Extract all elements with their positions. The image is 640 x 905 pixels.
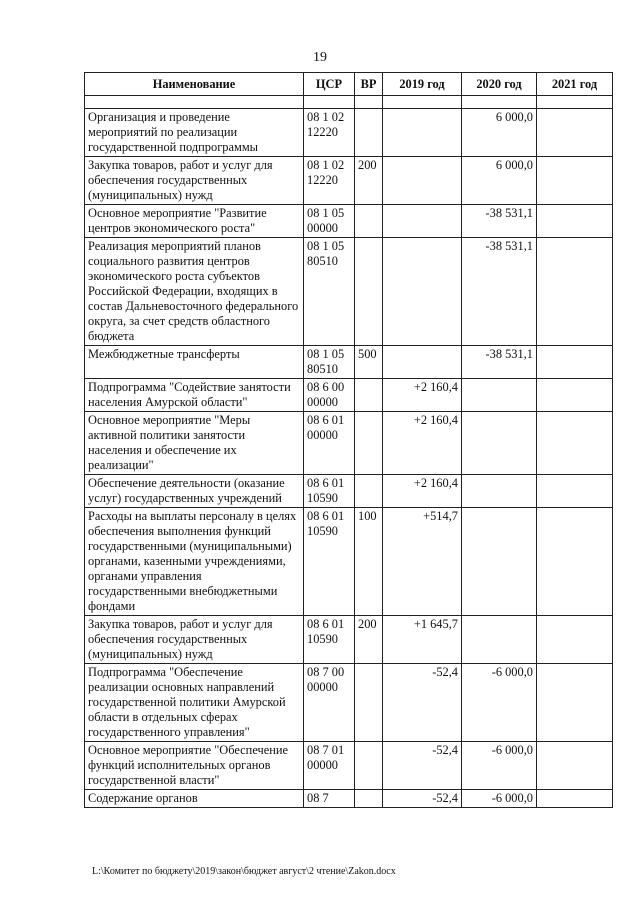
cell-vr: 200 — [355, 157, 383, 205]
cell-2021 — [537, 790, 613, 808]
header-csr: ЦСР — [304, 73, 355, 96]
header-2020: 2020 год — [462, 73, 537, 96]
table-row — [85, 205, 613, 238]
cell-2020: -6 000,0 — [462, 742, 537, 790]
cell-2020 — [462, 508, 537, 616]
cell-csr: 08 1 02 12220 — [304, 157, 355, 205]
cell-name: Расходы на выплаты персоналу в целях обеспечения выполнения функций государственными (муниципальными) органами, казенными учреждениями, органами управления государственными внебюджетными фондами — [85, 508, 304, 616]
table-row — [85, 238, 613, 346]
cell-2019: -52,4 — [383, 790, 462, 808]
cell-2020: -6 000,0 — [462, 790, 537, 808]
table-row — [85, 157, 613, 205]
cell-vr — [355, 475, 383, 508]
cell-vr — [355, 109, 383, 157]
cell-name: Основное мероприятие "Обеспечение функций исполнительных органов государственной власти" — [85, 742, 304, 790]
cell-csr: 08 7 00 00000 — [304, 664, 355, 742]
page-number: 19 — [313, 50, 327, 65]
cell-2019 — [383, 238, 462, 346]
cell-vr: 500 — [355, 346, 383, 379]
header-vr: ВР — [355, 73, 383, 96]
cell-2019: +2 160,4 — [383, 379, 462, 412]
cell-2021 — [537, 346, 613, 379]
cell-csr: 08 1 05 80510 — [304, 346, 355, 379]
cell-2021 — [537, 109, 613, 157]
table-row — [85, 742, 613, 790]
cell-2020: -38 531,1 — [462, 238, 537, 346]
cell-2019: +2 160,4 — [383, 412, 462, 475]
cell-vr — [355, 742, 383, 790]
spacer-row — [85, 96, 613, 109]
budget-table — [84, 72, 613, 808]
cell-name: Подпрограмма "Содействие занятости населения Амурской области" — [85, 379, 304, 412]
cell-csr: 08 6 01 10590 — [304, 475, 355, 508]
cell-vr — [355, 379, 383, 412]
cell-2021 — [537, 412, 613, 475]
cell-vr: 100 — [355, 508, 383, 616]
cell-2021 — [537, 664, 613, 742]
cell-2019 — [383, 109, 462, 157]
table-row — [85, 475, 613, 508]
cell-2020 — [462, 475, 537, 508]
cell-vr — [355, 790, 383, 808]
cell-2021 — [537, 508, 613, 616]
cell-vr — [355, 205, 383, 238]
cell-2019: -52,4 — [383, 742, 462, 790]
cell-2021 — [537, 157, 613, 205]
cell-csr: 08 7 01 00000 — [304, 742, 355, 790]
table-header-row — [85, 73, 613, 96]
cell-2019: -52,4 — [383, 664, 462, 742]
cell-2019 — [383, 205, 462, 238]
table-row — [85, 109, 613, 157]
cell-2019: +1 645,7 — [383, 616, 462, 664]
cell-csr: 08 1 02 12220 — [304, 109, 355, 157]
cell-2020: 6 000,0 — [462, 109, 537, 157]
cell-name: Основное мероприятие "Развитие центров экономического роста" — [85, 205, 304, 238]
cell-vr: 200 — [355, 616, 383, 664]
cell-csr: 08 6 01 00000 — [304, 412, 355, 475]
header-2021: 2021 год — [537, 73, 613, 96]
cell-name: Закупка товаров, работ и услуг для обеспечения государственных (муниципальных) нужд — [85, 616, 304, 664]
cell-2021 — [537, 238, 613, 346]
cell-name: Реализация мероприятий планов социального развития центров экономического роста субъектов Российской Федерации, входящих в состав Дальневосточного федерального округа, за счет средств областного бюджета — [85, 238, 304, 346]
cell-csr: 08 6 00 00000 — [304, 379, 355, 412]
cell-name: Закупка товаров, работ и услуг для обеспечения государственных (муниципальных) нужд — [85, 157, 304, 205]
cell-2021 — [537, 379, 613, 412]
cell-name: Организация и проведение мероприятий по реализации государственной подпрограммы — [85, 109, 304, 157]
table-row — [85, 664, 613, 742]
cell-2020: -38 531,1 — [462, 205, 537, 238]
table-row — [85, 508, 613, 616]
footer-file-path: L:\Комитет по бюджету\2019\закон\бюджет август\2 чтение\Zakon.docx — [92, 866, 396, 877]
cell-csr: 08 6 01 10590 — [304, 508, 355, 616]
cell-name: Межбюджетные трансферты — [85, 346, 304, 379]
table-row — [85, 346, 613, 379]
cell-2019: +514,7 — [383, 508, 462, 616]
cell-vr — [355, 238, 383, 346]
cell-2020 — [462, 616, 537, 664]
cell-2020 — [462, 412, 537, 475]
cell-2020: -6 000,0 — [462, 664, 537, 742]
header-2019: 2019 год — [383, 73, 462, 96]
cell-2019 — [383, 346, 462, 379]
cell-2021 — [537, 475, 613, 508]
cell-vr — [355, 664, 383, 742]
cell-csr: 08 1 05 80510 — [304, 238, 355, 346]
cell-name: Содержание органов — [85, 790, 304, 808]
cell-2021 — [537, 205, 613, 238]
cell-2021 — [537, 616, 613, 664]
cell-vr — [355, 412, 383, 475]
cell-csr: 08 7 — [304, 790, 355, 808]
table-row — [85, 379, 613, 412]
cell-2019 — [383, 157, 462, 205]
cell-csr: 08 6 01 10590 — [304, 616, 355, 664]
table-row — [85, 412, 613, 475]
header-name: Наименование — [85, 73, 304, 96]
cell-2019: +2 160,4 — [383, 475, 462, 508]
cell-2020: 6 000,0 — [462, 157, 537, 205]
cell-name: Подпрограмма "Обеспечение реализации основных направлений государственной политики Амурской области в отдельных сферах государственного управления" — [85, 664, 304, 742]
cell-2020: -38 531,1 — [462, 346, 537, 379]
cell-name: Основное мероприятие "Меры активной политики занятости населения и обеспечение их реализации" — [85, 412, 304, 475]
cell-name: Обеспечение деятельности (оказание услуг) государственных учреждений — [85, 475, 304, 508]
table-row — [85, 616, 613, 664]
cell-2020 — [462, 379, 537, 412]
cell-csr: 08 1 05 00000 — [304, 205, 355, 238]
table-row — [85, 790, 613, 808]
cell-2021 — [537, 742, 613, 790]
